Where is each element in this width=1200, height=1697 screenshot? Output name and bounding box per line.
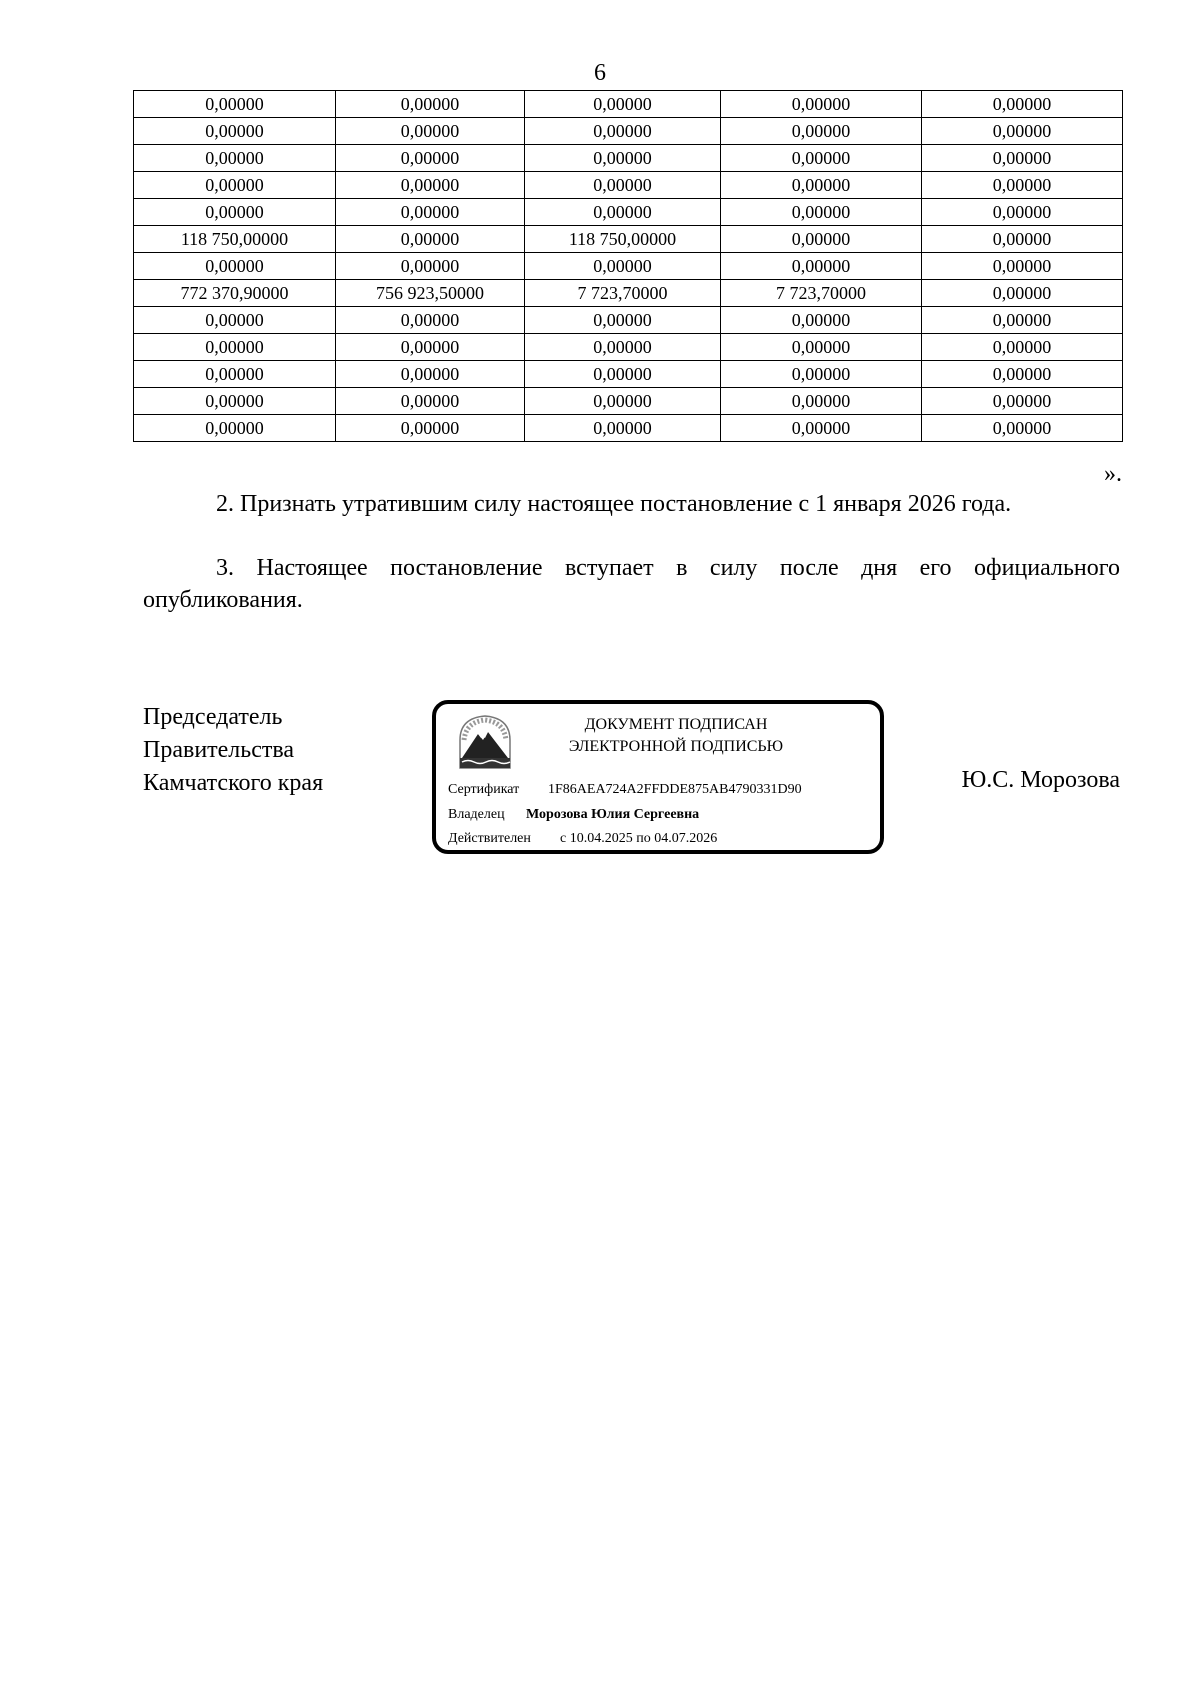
table-cell: 756 923,50000 [336,280,525,307]
table-cell: 0,00000 [134,118,336,145]
table-cell: 0,00000 [525,307,721,334]
stamp-header [526,714,826,758]
table-cell: 0,00000 [134,334,336,361]
table-cell: 0,00000 [721,199,922,226]
paragraph-2: 2. Признать утратившим силу настоящее постановление с 1 января 2026 года. [216,491,1012,517]
table-row [134,172,1123,199]
signer-title-line: Председатель [143,704,283,730]
table-cell: 0,00000 [134,253,336,280]
table-cell: 0,00000 [721,145,922,172]
certificate-value: 1F86AEA724A2FFDDE875AB4790331D90 [548,782,802,797]
table-cell: 0,00000 [336,118,525,145]
table-cell: 0,00000 [525,118,721,145]
table-cell: 0,00000 [721,361,922,388]
table-cell: 0,00000 [134,199,336,226]
table-cell: 0,00000 [525,253,721,280]
table-cell: 0,00000 [134,91,336,118]
table-cell: 0,00000 [336,388,525,415]
table-row [134,307,1123,334]
table-row [134,388,1123,415]
table-cell: 0,00000 [721,172,922,199]
page-number: 6 [594,60,606,86]
table-cell: 0,00000 [922,118,1123,145]
table-cell: 0,00000 [922,172,1123,199]
signer-name: Ю.С. Морозова [961,767,1120,793]
table-cell: 0,00000 [525,91,721,118]
table-row [134,415,1123,442]
table-cell: 0,00000 [134,172,336,199]
table-cell: 0,00000 [525,388,721,415]
table-cell: 0,00000 [336,91,525,118]
table-cell: 0,00000 [525,145,721,172]
table-cell: 0,00000 [336,226,525,253]
table-cell: 0,00000 [336,415,525,442]
validity-value: с 10.04.2025 по 04.07.2026 [560,831,718,846]
table-row [134,118,1123,145]
stamp-owner-row [448,806,699,824]
budget-table [133,90,1123,442]
table-cell: 0,00000 [336,199,525,226]
table-row [134,226,1123,253]
table-cell: 0,00000 [721,253,922,280]
table-row [134,361,1123,388]
table-cell: 0,00000 [336,307,525,334]
table-cell: 0,00000 [134,388,336,415]
table-cell: 7 723,70000 [525,280,721,307]
paragraph-3: 3. Настоящее постановление вступает в силу после дня его официального опубликования. [143,555,1120,613]
table-cell: 0,00000 [525,199,721,226]
table-cell: 0,00000 [525,415,721,442]
table-cell: 0,00000 [336,145,525,172]
table-cell: 0,00000 [922,388,1123,415]
table-cell: 0,00000 [922,307,1123,334]
table-cell: 772 370,90000 [134,280,336,307]
table-cell: 0,00000 [134,415,336,442]
budget-table-body [134,91,1123,442]
table-row [134,280,1123,307]
table-cell: 0,00000 [721,388,922,415]
table-row [134,334,1123,361]
stamp-header-line: ЭЛЕКТРОННОЙ ПОДПИСЬЮ [568,738,784,755]
table-cell: 0,00000 [922,280,1123,307]
signer-title-line: Правительства [143,737,295,763]
validity-label: Действителен [448,831,531,846]
table-cell: 0,00000 [922,91,1123,118]
table-cell: 0,00000 [922,145,1123,172]
table-cell: 0,00000 [134,145,336,172]
table-cell: 0,00000 [721,91,922,118]
table-cell: 0,00000 [721,307,922,334]
table-cell: 0,00000 [134,307,336,334]
table-cell: 0,00000 [922,334,1123,361]
table-cell: 0,00000 [525,361,721,388]
table-cell: 0,00000 [525,172,721,199]
table-cell: 0,00000 [336,253,525,280]
table-row [134,199,1123,226]
table-cell: 0,00000 [922,226,1123,253]
table-cell: 0,00000 [721,118,922,145]
table-cell: 0,00000 [922,253,1123,280]
stamp-header-line: ДОКУМЕНТ ПОДПИСАН [584,716,768,733]
certificate-label: Сертификат [448,782,520,797]
table-cell: 0,00000 [336,334,525,361]
table-row [134,253,1123,280]
table-cell: 0,00000 [922,361,1123,388]
table-cell: 0,00000 [336,172,525,199]
table-cell: 118 750,00000 [134,226,336,253]
kamchatka-coat-of-arms-icon [450,710,520,770]
table-cell: 0,00000 [721,334,922,361]
table-cell: 0,00000 [721,415,922,442]
table-cell: 0,00000 [721,226,922,253]
signer-title [143,701,323,800]
table-row [134,145,1123,172]
table-cell: 118 750,00000 [525,226,721,253]
stamp-validity-row [448,830,717,848]
signer-title-line: Камчатского края [143,770,324,796]
table-cell: 0,00000 [922,199,1123,226]
table-cell: 0,00000 [922,415,1123,442]
table-cell: 0,00000 [134,361,336,388]
table-cell: 0,00000 [336,361,525,388]
owner-label: Владелец [448,807,505,822]
table-cell: 7 723,70000 [721,280,922,307]
owner-value: Морозова Юлия Сергеевна [526,807,700,822]
table-cell: 0,00000 [525,334,721,361]
stamp-certificate-row [448,781,802,799]
closing-quote: ». [1104,461,1122,487]
table-row [134,91,1123,118]
electronic-signature-stamp [432,700,884,854]
